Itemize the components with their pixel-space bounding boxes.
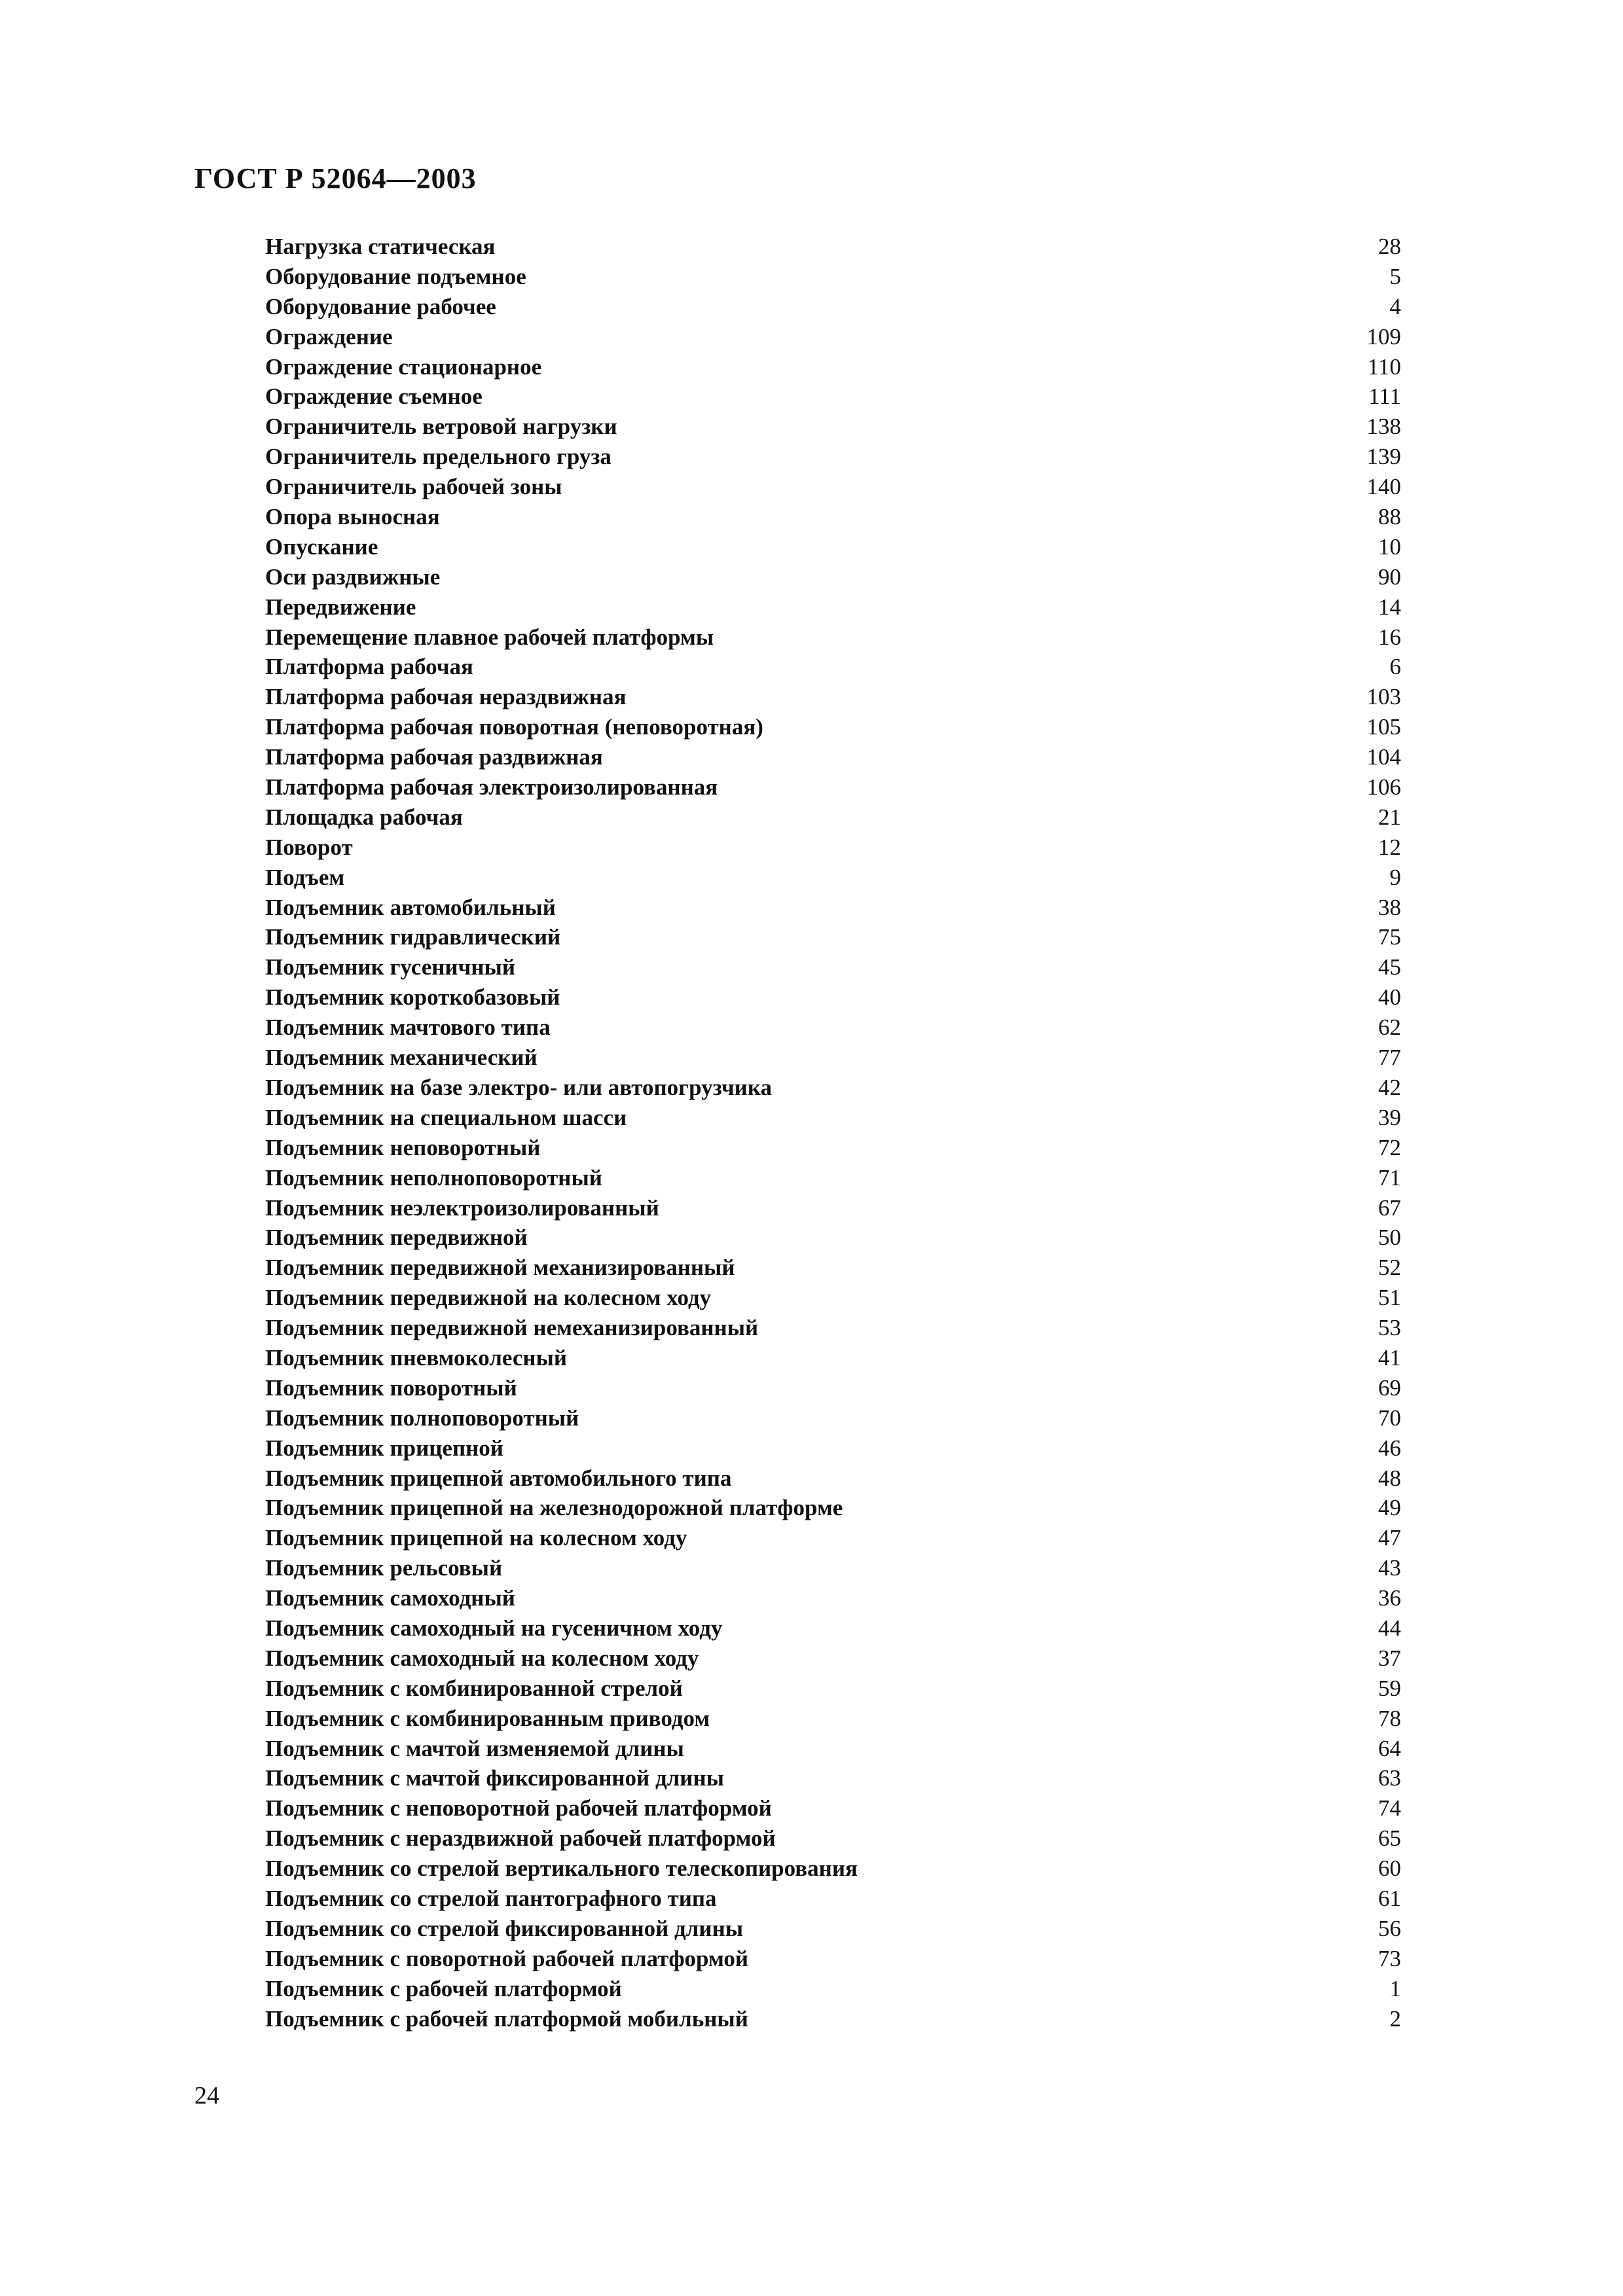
index-term: Подъемник полноповоротный [265, 1405, 579, 1431]
index-term-number: 38 [1378, 894, 1401, 920]
index-entry [265, 322, 1401, 352]
index-term-number: 41 [1378, 1344, 1401, 1371]
index-entry [265, 1433, 1401, 1463]
index-term: Подъемник на базе электро- или автопогрузчика [265, 1074, 772, 1100]
index-term-number: 53 [1378, 1315, 1401, 1341]
index-entry [265, 1944, 1401, 1974]
index-entry [265, 1223, 1401, 1253]
index-entry [265, 262, 1401, 292]
index-term-number: 28 [1378, 234, 1401, 259]
index-entry [265, 682, 1401, 712]
index-entry [265, 1403, 1401, 1433]
index-entry [265, 1763, 1401, 1793]
index-term: Платформа рабочая электроизолированная [265, 774, 718, 800]
index-term-number: 104 [1366, 744, 1401, 770]
index-entry [265, 952, 1401, 982]
index-term-number: 48 [1378, 1465, 1401, 1491]
index-term-number: 43 [1378, 1555, 1401, 1581]
index-entry [265, 472, 1401, 502]
index-entry [265, 1373, 1401, 1403]
index-term: Подъемник мачтового типа [265, 1014, 551, 1041]
index-term: Подъемник с рабочей платформой [265, 1975, 622, 2001]
index-term: Подъемник прицепной на колесном ходу [265, 1525, 687, 1551]
index-term-number: 6 [1389, 654, 1401, 680]
index-term-number: 61 [1378, 1885, 1401, 1911]
index-entry [265, 1343, 1401, 1373]
index-term: Ограничитель ветровой нагрузки [265, 414, 617, 440]
index-entry [265, 502, 1401, 532]
index-entry [265, 1493, 1401, 1523]
index-term-number: 56 [1378, 1915, 1401, 1941]
index-entry [265, 1133, 1401, 1163]
index-term: Поворот [265, 834, 353, 860]
document-header: ГОСТ Р 52064—2003 [194, 162, 477, 194]
index-term: Подъемник с мачтой изменяемой длины [265, 1735, 684, 1761]
index-term-number: 45 [1378, 954, 1401, 980]
index-term: Подъемник поворотный [265, 1374, 517, 1401]
index-entry [265, 292, 1401, 322]
index-term-number: 62 [1378, 1014, 1401, 1041]
index-term: Нагрузка статическая [265, 234, 496, 259]
index-entry [265, 1073, 1401, 1103]
index-entry [265, 622, 1401, 653]
index-term-number: 88 [1378, 504, 1401, 530]
index-entry [265, 802, 1401, 833]
index-term: Оборудование подъемное [265, 263, 526, 289]
index-term-number: 9 [1389, 864, 1401, 890]
index-term-number: 47 [1378, 1525, 1401, 1551]
index-term: Подъемник самоходный на гусеничном ходу [265, 1615, 723, 1641]
index-term: Подъемник передвижной на колесном ходу [265, 1285, 712, 1311]
index-entry [265, 1854, 1401, 1884]
index-term-number: 69 [1378, 1374, 1401, 1401]
index-entry [265, 1613, 1401, 1643]
index-term: Подъемник со стрелой пантографного типа [265, 1885, 717, 1911]
index-term-number: 106 [1366, 774, 1401, 800]
index-term-number: 49 [1378, 1495, 1401, 1521]
index-term: Передвижение [265, 594, 416, 620]
term-index-list [265, 232, 1401, 2034]
index-term-number: 105 [1366, 714, 1401, 740]
index-entry [265, 1253, 1401, 1283]
index-term: Подъемник пневмоколесный [265, 1344, 568, 1371]
index-term: Платформа рабочая раздвижная [265, 744, 603, 770]
index-term: Подъемник автомобильный [265, 894, 556, 920]
index-term-number: 52 [1378, 1255, 1401, 1281]
index-term: Подъемник с неповоротной рабочей платформой [265, 1795, 772, 1821]
index-entry [265, 2004, 1401, 2034]
index-term: Ограничитель предельного груза [265, 444, 611, 470]
index-term: Подъемник механический [265, 1045, 538, 1071]
index-term-number: 139 [1366, 444, 1401, 470]
index-term: Площадка рабочая [265, 804, 463, 830]
index-term-number: 75 [1378, 924, 1401, 950]
index-term-number: 64 [1378, 1735, 1401, 1761]
index-term: Платформа рабочая нераздвижная [265, 684, 627, 710]
index-term: Перемещение плавное рабочей платформы [265, 624, 714, 650]
index-term: Подъемник с поворотной рабочей платформой [265, 1945, 749, 1971]
index-term-number: 4 [1389, 293, 1401, 319]
index-term-number: 50 [1378, 1225, 1401, 1251]
index-entry [265, 1823, 1401, 1854]
index-term: Подъемник с мачтой фиксированной длины [265, 1765, 724, 1791]
index-entry [265, 382, 1401, 412]
index-term-number: 90 [1378, 564, 1401, 590]
index-term: Ограничитель рабочей зоны [265, 474, 562, 500]
index-entry [265, 1643, 1401, 1674]
index-term-number: 36 [1378, 1585, 1401, 1611]
index-term: Подъемник самоходный на колесном ходу [265, 1645, 699, 1671]
index-term: Ограждение [265, 323, 393, 350]
index-term-number: 72 [1378, 1134, 1401, 1160]
index-entry [265, 772, 1401, 802]
index-term: Оси раздвижные [265, 564, 441, 590]
index-term: Подъемник с рабочей платформой мобильный [265, 2005, 748, 2032]
index-term: Подъемник самоходный [265, 1585, 515, 1611]
index-term: Подъем [265, 864, 345, 890]
index-term-number: 67 [1378, 1194, 1401, 1221]
index-entry [265, 562, 1401, 592]
index-term: Подъемник со стрелой вертикального телескопирования [265, 1856, 858, 1882]
index-term: Подъемник прицепной [265, 1435, 503, 1461]
index-term: Подъемник передвижной механизированный [265, 1255, 735, 1281]
index-term-number: 21 [1378, 804, 1401, 830]
index-term-number: 70 [1378, 1405, 1401, 1431]
index-term-number: 71 [1378, 1164, 1401, 1191]
index-term-number: 37 [1378, 1645, 1401, 1671]
index-entry [265, 652, 1401, 682]
index-entry [265, 1553, 1401, 1583]
index-entry [265, 1163, 1401, 1193]
index-term-number: 111 [1368, 384, 1401, 410]
index-term-number: 73 [1378, 1945, 1401, 1971]
index-term-number: 44 [1378, 1615, 1401, 1641]
index-entry [265, 1884, 1401, 1914]
index-term-number: 16 [1378, 624, 1401, 650]
index-entry [265, 1704, 1401, 1734]
index-entry [265, 1914, 1401, 1944]
index-term: Ограждение съемное [265, 384, 483, 410]
index-term-number: 110 [1367, 353, 1401, 380]
index-term-number: 140 [1366, 474, 1401, 500]
index-term-number: 103 [1366, 684, 1401, 710]
index-term-number: 14 [1378, 594, 1401, 620]
index-entry [265, 863, 1401, 893]
index-entry [265, 592, 1401, 622]
index-term: Подъемник прицепной автомобильного типа [265, 1465, 732, 1491]
index-term-number: 39 [1378, 1104, 1401, 1130]
index-term-number: 42 [1378, 1074, 1401, 1100]
index-entry [265, 982, 1401, 1013]
index-entry [265, 1103, 1401, 1133]
index-term-number: 65 [1378, 1825, 1401, 1852]
index-term: Подъемник на специальном шасси [265, 1104, 627, 1130]
index-term-number: 60 [1378, 1856, 1401, 1882]
index-term-number: 46 [1378, 1435, 1401, 1461]
index-term-number: 78 [1378, 1705, 1401, 1731]
index-term: Подъемник со стрелой фиксированной длины [265, 1915, 744, 1941]
index-term: Платформа рабочая поворотная (неповоротная) [265, 714, 763, 740]
index-term: Оборудование рабочее [265, 293, 496, 319]
index-entry [265, 1523, 1401, 1553]
index-term-number: 1 [1389, 1975, 1401, 2001]
index-term: Подъемник с комбинированным приводом [265, 1705, 710, 1731]
page-number: 24 [194, 2082, 219, 2109]
index-term: Подъемник с нераздвижной рабочей платформой [265, 1825, 776, 1852]
index-term-number: 74 [1378, 1795, 1401, 1821]
index-entry [265, 1043, 1401, 1073]
index-entry [265, 1793, 1401, 1823]
index-entry [265, 1193, 1401, 1223]
index-term: Подъемник прицепной на железнодорожной платформе [265, 1495, 843, 1521]
index-term: Подъемник неповоротный [265, 1134, 541, 1160]
index-term: Подъемник короткобазовый [265, 984, 560, 1011]
index-entry [265, 742, 1401, 772]
index-term-number: 10 [1378, 533, 1401, 560]
index-term-number: 2 [1389, 2005, 1401, 2032]
index-entry [265, 922, 1401, 952]
index-term: Платформа рабочая [265, 654, 473, 680]
index-term-number: 109 [1366, 323, 1401, 350]
index-term: Подъемник рельсовый [265, 1555, 503, 1581]
index-entry [265, 352, 1401, 382]
index-term: Подъемник гидравлический [265, 924, 561, 950]
index-term-number: 138 [1366, 414, 1401, 440]
index-term-number: 59 [1378, 1675, 1401, 1701]
index-term: Подъемник неполноповоротный [265, 1164, 602, 1191]
index-entry [265, 1974, 1401, 2004]
index-entry [265, 893, 1401, 923]
index-entry [265, 833, 1401, 863]
index-term: Опора выносная [265, 504, 440, 530]
index-entry [265, 232, 1401, 262]
index-term-number: 63 [1378, 1765, 1401, 1791]
index-entry [265, 1674, 1401, 1704]
index-entry [265, 532, 1401, 562]
index-entry [265, 1734, 1401, 1764]
index-term-number: 12 [1378, 834, 1401, 860]
index-entry [265, 1013, 1401, 1043]
index-term-number: 77 [1378, 1045, 1401, 1071]
index-entry [265, 1313, 1401, 1343]
index-term: Подъемник передвижной [265, 1225, 528, 1251]
index-term: Подъемник с комбинированной стрелой [265, 1675, 683, 1701]
index-entry [265, 1583, 1401, 1613]
index-entry [265, 1283, 1401, 1313]
index-term-number: 40 [1378, 984, 1401, 1011]
index-term-number: 51 [1378, 1285, 1401, 1311]
index-entry [265, 412, 1401, 442]
index-entry [265, 442, 1401, 472]
index-term: Подъемник неэлектроизолированный [265, 1194, 659, 1221]
index-entry [265, 712, 1401, 742]
index-term: Опускание [265, 533, 378, 560]
index-term-number: 5 [1389, 263, 1401, 289]
index-term: Подъемник гусеничный [265, 954, 515, 980]
index-term: Подъемник передвижной немеханизированный [265, 1315, 759, 1341]
index-term: Ограждение стационарное [265, 353, 542, 380]
index-entry [265, 1463, 1401, 1494]
